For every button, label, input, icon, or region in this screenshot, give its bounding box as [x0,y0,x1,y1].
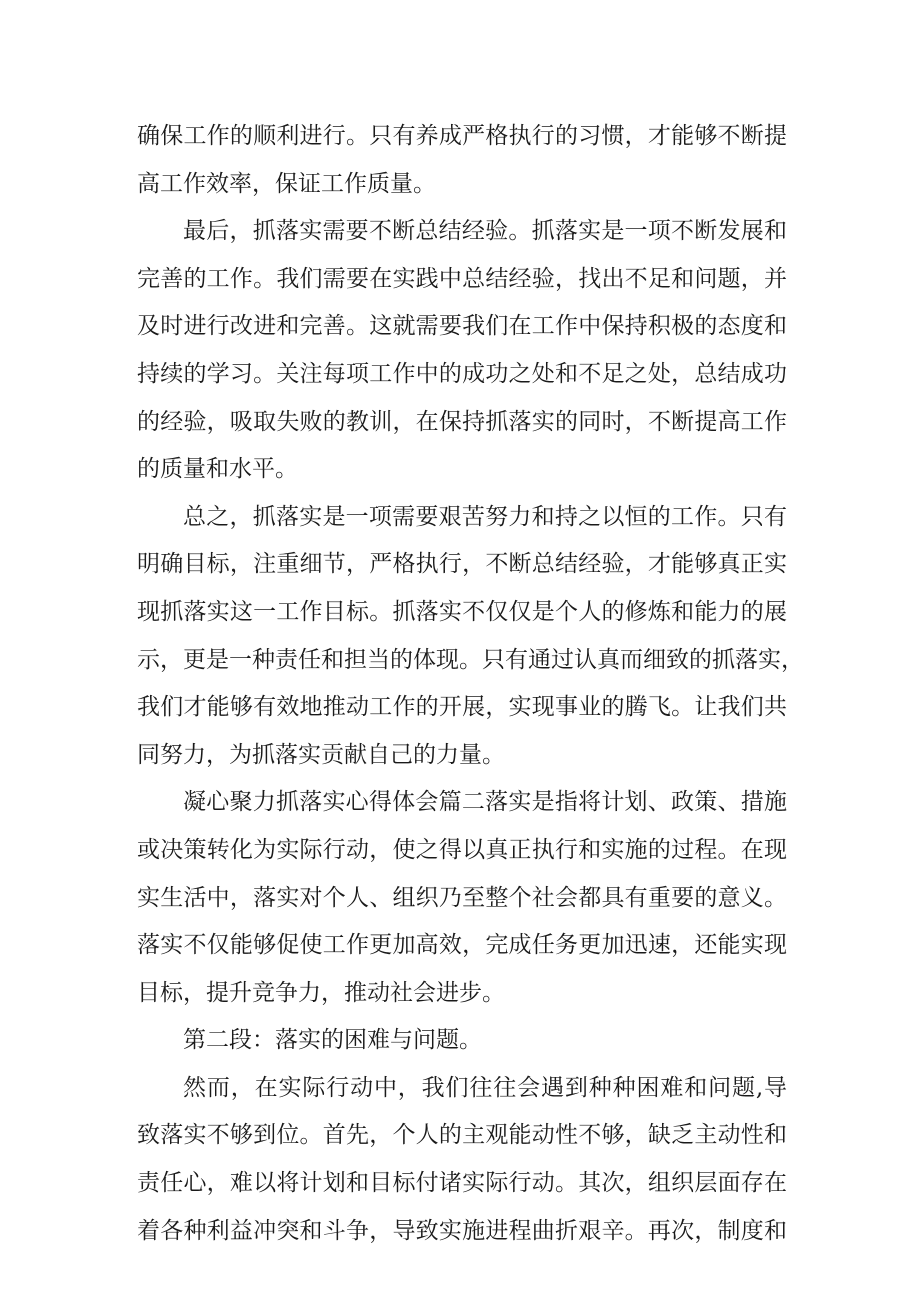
paragraph-2-line-1: 最后，抓落实需要不断总结经验。抓落实是一项不断发展和 [183,218,787,245]
paragraph-4-line-3: 实生活中，落实对个人、组织乃至整个社会都具有重要的意义。 [137,884,787,911]
paragraph-3-line-2: 明确目标，注重细节，严格执行，不断总结经验，才能够真正实 [137,551,787,578]
paragraph-3-line-4: 示，更是一种责任和担当的体现。只有通过认真而细致的抓落实， [137,646,804,673]
paragraph-4-line-4: 落实不仅能够促使工作更加高效，完成任务更加迅速，还能实现 [137,932,787,959]
paragraph-1-line-1: 确保工作的顺利进行。只有养成严格执行的习惯，才能够不断提 [137,123,787,149]
paragraph-3-line-1: 总之，抓落实是一项需要艰苦努力和持之以恒的工作。只有 [183,503,787,530]
paragraph-6-line-4: 着各种利益冲突和斗争，导致实施进程曲折艰辛。再次，制度和 [137,1217,787,1244]
paragraph-2-line-6: 的质量和水平。 [137,456,298,483]
paragraph-2-line-2: 完善的工作。我们需要在实践中总结经验，找出不足和问题，并 [137,265,787,292]
paragraph-1-line-2: 高工作效率，保证工作质量。 [137,170,436,197]
paragraph-6-line-3: 责任心，难以将计划和目标付诸实际行动。其次，组织层面存在 [137,1170,787,1197]
paragraph-2-line-3: 及时进行改进和完善。这就需要我们在工作中保持积极的态度和 [137,313,787,340]
paragraph-3-line-6: 同努力，为抓落实贡献自己的力量。 [137,741,505,768]
document-body [137,113,804,1255]
paragraph-3-line-5: 我们才能够有效地推动工作的开展，实现事业的腾飞。让我们共 [137,694,787,721]
paragraph-2-line-4: 持续的学习。关注每项工作中的成功之处和不足之处，总结成功 [137,360,787,387]
paragraph-2-line-5: 的经验，吸取失败的教训，在保持抓落实的同时，不断提高工作 [137,408,787,435]
paragraph-6-line-1: 然而，在实际行动中，我们往往会遇到种种困难和问题,导 [183,1074,787,1101]
section-heading: 第二段：落实的困难与问题。 [183,1027,482,1054]
paragraph-4-line-2: 或决策转化为实际行动，使之得以真正执行和实施的过程。在现 [137,836,787,863]
paragraph-4-line-5: 目标，提升竞争力，推动社会进步。 [137,979,505,1006]
paragraph-3-line-3: 现抓落实这一工作目标。抓落实不仅仅是个人的修炼和能力的展 [137,598,787,625]
paragraph-4-line-1: 凝心聚力抓落实心得体会篇二落实是指将计划、政策、措施 [183,789,787,816]
paragraph-6-line-2: 致落实不够到位。首先，个人的主观能动性不够，缺乏主动性和 [137,1122,787,1149]
